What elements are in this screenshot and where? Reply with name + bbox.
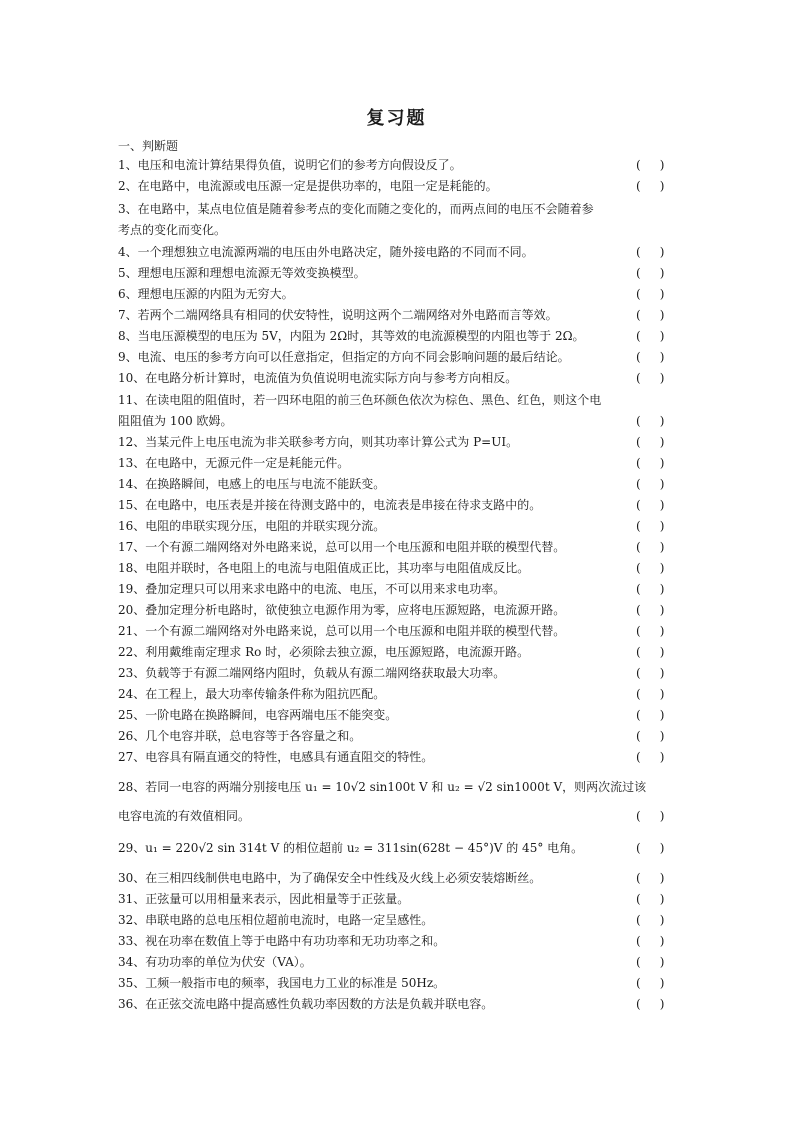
question-item — [118, 453, 674, 473]
answer-blank: ( ) — [636, 955, 665, 969]
question-item — [118, 684, 674, 704]
answer-blank: ( ) — [636, 645, 665, 659]
question-item — [118, 931, 674, 951]
question-item-continued — [118, 411, 674, 431]
answer-blank: ( ) — [636, 287, 665, 301]
question-text: 15、在电路中，电压表是并接在待测支路中的，电流表是串接在待求支路中的。 — [118, 498, 542, 512]
question-item — [118, 868, 674, 888]
question-text: 13、在电路中，无源元件一定是耗能元件。 — [118, 456, 350, 470]
question-item — [118, 663, 674, 683]
answer-blank: ( ) — [636, 498, 665, 512]
question-item — [118, 326, 674, 346]
question-item — [118, 910, 674, 930]
question-item — [118, 155, 674, 175]
question-item — [118, 495, 674, 515]
answer-blank: ( ) — [636, 308, 665, 322]
question-item — [118, 952, 674, 972]
answer-blank: ( ) — [636, 892, 665, 906]
question-text: 1、电压和电流计算结果得负值，说明它们的参考方向假设反了。 — [118, 158, 462, 172]
question-item — [118, 176, 674, 196]
question-text: 9、电流、电压的参考方向可以任意指定，但指定的方向不同会影响问题的最后结论。 — [118, 350, 570, 364]
answer-blank: ( ) — [636, 561, 665, 575]
answer-blank: ( ) — [636, 179, 665, 193]
question-text: 30、在三相四线制供电电路中，为了确保安全中性线及火线上必须安装熔断丝。 — [118, 871, 542, 885]
page-title: 复习题 — [366, 108, 427, 129]
answer-blank: ( ) — [636, 934, 665, 948]
answer-blank: ( ) — [636, 729, 665, 743]
question-item — [118, 889, 674, 909]
question-text: 34、有功功率的单位为伏安（VA）。 — [118, 955, 312, 969]
question-text-line-1: 3、在电路中，某点电位值是随着参考点的变化而随之变化的，而两点间的电压不会随着参 — [118, 202, 594, 216]
question-item — [118, 474, 674, 494]
answer-blank: ( ) — [636, 687, 665, 701]
question-text: 23、负载等于有源二端网络内阻时，负载从有源二端网络获取最大功率。 — [118, 666, 506, 680]
answer-blank: ( ) — [636, 245, 665, 259]
answer-blank: ( ) — [636, 266, 665, 280]
question-item-continued — [118, 220, 674, 240]
question-item — [118, 705, 674, 725]
answer-blank: ( ) — [636, 841, 665, 855]
question-text: 17、一个有源二端网络对外电路来说，总可以用一个电压源和电阻并联的模型代替。 — [118, 540, 566, 554]
answer-blank: ( ) — [636, 477, 665, 491]
answer-blank: ( ) — [636, 809, 665, 823]
question-text: 21、一个有源二端网络对外电路来说，总可以用一个电压源和电阻并联的模型代替。 — [118, 624, 566, 638]
question-item — [118, 305, 674, 325]
answer-blank: ( ) — [636, 871, 665, 885]
question-text: 4、一个理想独立电流源两端的电压由外电路决定，随外接电路的不同而不同。 — [118, 245, 534, 259]
question-text-line-1: 28、若同一电容的两端分别接电压 u₁ = 10√2 sin100t V 和 u₂ = √2 sin1000t V，则两次流过该 — [118, 780, 647, 794]
question-item — [118, 368, 674, 388]
answer-blank: ( ) — [636, 350, 665, 364]
question-item — [118, 726, 674, 746]
answer-blank: ( ) — [636, 708, 665, 722]
question-item — [118, 777, 674, 797]
answer-blank: ( ) — [636, 997, 665, 1011]
question-item — [118, 199, 674, 219]
question-item — [118, 600, 674, 620]
question-item — [118, 994, 674, 1014]
question-text: 36、在正弦交流电路中提高感性负载功率因数的方法是负载并联电容。 — [118, 997, 494, 1011]
answer-blank: ( ) — [636, 519, 665, 533]
question-item-continued — [118, 806, 674, 826]
question-item — [118, 516, 674, 536]
answer-blank: ( ) — [636, 582, 665, 596]
question-text: 7、若两个二端网络具有相同的伏安特性，说明这两个二端网络对外电路而言等效。 — [118, 308, 558, 322]
question-item — [118, 390, 674, 410]
question-text: 12、当某元件上电压电流为非关联参考方向，则其功率计算公式为 P=UI。 — [118, 435, 519, 449]
question-item — [118, 579, 674, 599]
question-item — [118, 347, 674, 367]
question-item — [118, 621, 674, 641]
answer-blank: ( ) — [636, 540, 665, 554]
question-text: 14、在换路瞬间，电感上的电压与电流不能跃变。 — [118, 477, 386, 491]
answer-blank: ( ) — [636, 603, 665, 617]
question-text: 5、理想电压源和理想电流源无等效变换模型。 — [118, 266, 366, 280]
answer-blank: ( ) — [636, 158, 665, 172]
answer-blank: ( ) — [636, 371, 665, 385]
question-item — [118, 432, 674, 452]
answer-blank: ( ) — [636, 666, 665, 680]
section-heading: 一、判断题 — [118, 139, 179, 153]
question-item — [118, 642, 674, 662]
question-text: 2、在电路中，电流源或电压源一定是提供功率的，电阻一定是耗能的。 — [118, 179, 498, 193]
question-text: 26、几个电容并联，总电容等于各容量之和。 — [118, 729, 362, 743]
question-item — [118, 242, 674, 262]
question-text-line-2: 考点的变化而变化。 — [118, 223, 227, 237]
question-text: 31、正弦量可以用相量来表示，因此相量等于正弦量。 — [118, 892, 410, 906]
question-item — [118, 747, 674, 767]
question-text: 22、利用戴维南定理求 Ro 时，必须除去独立源，电压源短路，电流源开路。 — [118, 645, 530, 659]
question-text: 27、电容具有隔直通交的特性，电感具有通直阻交的特性。 — [118, 750, 434, 764]
answer-blank: ( ) — [636, 414, 665, 428]
question-text: 24、在工程上，最大功率传输条件称为阻抗匹配。 — [118, 687, 386, 701]
question-text: 33、视在功率在数值上等于电路中有功功率和无功功率之和。 — [118, 934, 446, 948]
answer-blank: ( ) — [636, 435, 665, 449]
answer-blank: ( ) — [636, 976, 665, 990]
question-text: 29、u₁ = 220√2 sin 314t V 的相位超前 u₂ = 311sin(628t − 45°)V 的 45° 电角。 — [118, 841, 584, 855]
answer-blank: ( ) — [636, 456, 665, 470]
question-item — [118, 558, 674, 578]
question-item — [118, 838, 674, 858]
question-item — [118, 537, 674, 557]
question-item — [118, 973, 674, 993]
question-text-line-2: 电容电流的有效值相同。 — [118, 809, 251, 823]
question-text: 6、理想电压源的内阻为无穷大。 — [118, 287, 294, 301]
question-text: 16、电阻的串联实现分压，电阻的并联实现分流。 — [118, 519, 386, 533]
question-text: 20、叠加定理分析电路时，欲使独立电源作用为零，应将电压源短路，电流源开路。 — [118, 603, 566, 617]
question-text: 18、电阻并联时，各电阻上的电流与电阻值成正比，其功率与电阻值成反比。 — [118, 561, 530, 575]
question-text: 8、当电压源模型的电压为 5V，内阻为 2Ω时，其等效的电流源模型的内阻也等于 2Ω。 — [118, 329, 585, 343]
question-text: 19、叠加定理只可以用来求电路中的电流、电压，不可以用来求电功率。 — [118, 582, 506, 596]
answer-blank: ( ) — [636, 913, 665, 927]
question-item — [118, 284, 674, 304]
question-text-line-1: 11、在读电阻的阻值时，若一四环电阻的前三色环颜色依次为棕色、黑色、红色，则这个电 — [118, 393, 602, 407]
question-text: 32、串联电路的总电压相位超前电流时，电路一定呈感性。 — [118, 913, 434, 927]
question-item — [118, 263, 674, 283]
answer-blank: ( ) — [636, 329, 665, 343]
question-text: 10、在电路分析计算时，电流值为负值说明电流实际方向与参考方向相反。 — [118, 371, 518, 385]
answer-blank: ( ) — [636, 750, 665, 764]
answer-blank: ( ) — [636, 624, 665, 638]
question-text-line-2: 阻阻值为 100 欧姆。 — [118, 414, 233, 428]
question-text: 25、一阶电路在换路瞬间，电容两端电压不能突变。 — [118, 708, 398, 722]
question-text: 35、工频一般指市电的频率，我国电力工业的标准是 50Hz。 — [118, 976, 446, 990]
